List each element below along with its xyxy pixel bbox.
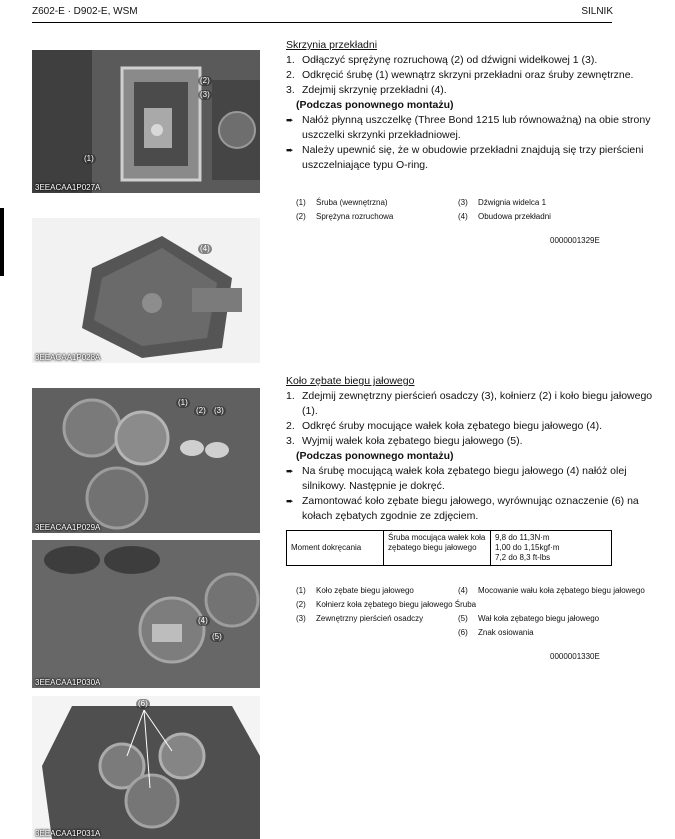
section2-title: Koło zębate biegu jałowego (286, 375, 415, 387)
header-rule (32, 22, 612, 23)
section2-reassembly-heading: (Podczas ponownego montażu) (296, 450, 454, 462)
section1-step-1: 1. Odłączyć sprężynę rozruchową (2) od dźwigni widełkowej 1 (3). (286, 54, 598, 66)
section2-step-3: 3. Wyjmij wałek koła zębatego biegu jałowego (5). (286, 435, 523, 447)
section1-note-2: ➨ Należy upewnić się, że w obudowie przekładni znajdują się trzy pierścieni uszczelniające typu O-ring. (286, 144, 644, 171)
arrow-icon: ➨ (286, 496, 294, 506)
photo1-callout-1: (1) (84, 154, 94, 163)
torque-label: Moment dokręcania (287, 531, 384, 566)
photo3-code: 3EEACAA1P029A (35, 523, 101, 532)
photo-gearbox-housing (32, 218, 260, 363)
section1-step-2: 2. Odkręcić śrubę (1) wewnątrz skrzyni przekładni oraz śruby zewnętrzne. (286, 69, 634, 81)
section1-note-1: ➨ Nałóż płynną uszczelkę (Three Bond 1215 lub równoważną) na obie strony uszczelki skrzynki przekładniowej. (286, 114, 651, 141)
section-idle-gear (286, 374, 666, 524)
photo-alignment-marks (32, 696, 260, 839)
photo3-callout-1: (1) (178, 398, 188, 407)
section1-step-3: 3. Zdejmij skrzynię przekładni (4). (286, 84, 447, 96)
photo2-code: 3EEACAA1P028A (35, 353, 101, 362)
section1-docno: 0000001329E (550, 236, 600, 245)
section1-reassembly-heading: (Podczas ponownego montażu) (296, 99, 454, 111)
header-model: Z602-E · D902-E, WSM (32, 6, 138, 17)
torque-item: Śruba mocująca wałek koła zębatego biegu jałowego (384, 531, 491, 566)
photo-idle-gear (32, 388, 260, 533)
arrow-icon: ➨ (286, 115, 294, 125)
arrow-icon: ➨ (286, 145, 294, 155)
photo5-code: 3EEACAA1P031A (35, 829, 101, 838)
photo4-callout-4: (4) (198, 616, 208, 625)
photo1-callout-3: (3) (200, 90, 210, 99)
photo-gearbox-open (32, 50, 260, 193)
photo2-callout-4: (4) (200, 244, 210, 253)
section2-step-2: 2. Odkręć śruby mocujące wałek koła zębatego biegu jałowego (4). (286, 420, 602, 432)
section-tab-marker (0, 208, 4, 276)
photo4-code: 3EEACAA1P030A (35, 678, 101, 687)
section1-title: Skrzynia przekładni (286, 39, 378, 51)
photo3-callout-3: (3) (214, 406, 224, 415)
photo-idle-gear-shaft (32, 540, 260, 688)
section2-note-2: ➨ Zamontować koło zębate biegu jałowego, wyrównując oznaczenie (6) na kołach zębatych zgodnie ze zdjęciem. (286, 495, 639, 522)
photo5-callout-6: (6) (138, 699, 148, 708)
photo1-callout-2: (2) (200, 76, 210, 85)
header-section: SILNIK (581, 6, 613, 17)
torque-table (286, 530, 612, 566)
arrow-icon: ➨ (286, 466, 294, 476)
section2-docno: 0000001330E (550, 652, 600, 661)
section2-note-1: ➨ Na śrubę mocującą wałek koła zębatego biegu jałowego (4) nałóż olej silnikowy. Następnie je dokręć. (286, 465, 627, 492)
section2-step-1: 1. Zdejmij zewnętrzny pierścień osadczy (3), kołnierz (2) i koło biegu jałowego (1). (286, 390, 653, 417)
photo3-callout-2: (2) (196, 406, 206, 415)
torque-values: 9,8 do 11,3N·m 1,00 do 1,15kgf·m 7,2 do 8,3 ft-lbs (491, 531, 612, 566)
photo4-callout-5: (5) (212, 632, 222, 641)
section-gearbox (286, 38, 666, 173)
photo1-code: 3EEACAA1P027A (35, 183, 101, 192)
